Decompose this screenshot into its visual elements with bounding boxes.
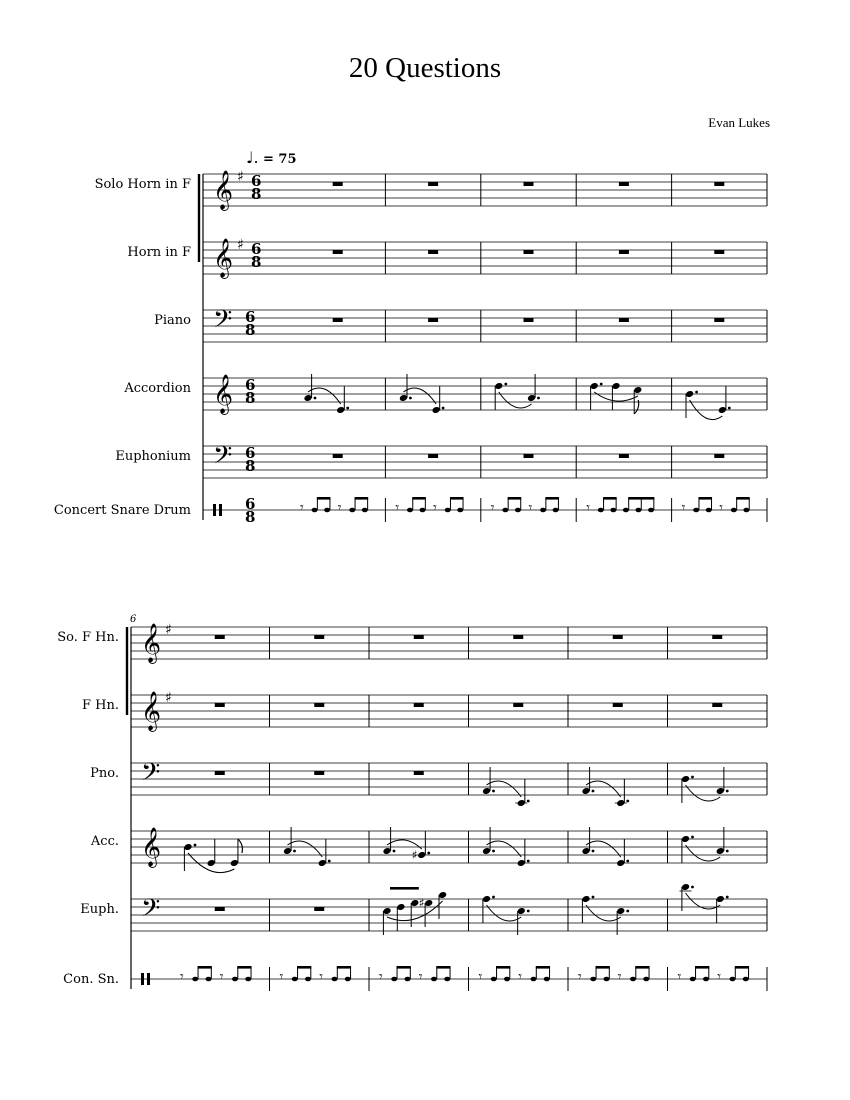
eighth-rest: 𝄾: [528, 500, 533, 516]
whole-rest: [414, 703, 424, 707]
beam: [628, 497, 654, 500]
staff-name-piano: Pno.: [90, 766, 119, 781]
beam: [536, 966, 550, 969]
eighth-rest: 𝄾: [681, 500, 686, 516]
whole-rest: [428, 250, 438, 254]
whole-rest: [414, 635, 424, 639]
snare-note: [192, 977, 198, 982]
staff-solo-horn: [203, 174, 767, 206]
snare-note: [610, 508, 616, 513]
snare-note: [349, 508, 355, 513]
dot: [314, 397, 317, 400]
eighth-rest: 𝄾: [433, 500, 437, 516]
eighth-rest: 𝄾: [617, 969, 622, 985]
staff-name-solo-horn: So. F Hn.: [57, 630, 119, 645]
snare-note: [420, 508, 426, 513]
eighth-rest: 𝄾: [319, 969, 323, 985]
whole-rest: [428, 454, 438, 458]
eighth-rest: 𝄾: [717, 969, 721, 985]
snare-note: [245, 977, 251, 982]
composer-name: Evan Lukes: [708, 115, 770, 130]
beam: [397, 966, 411, 969]
dot: [592, 850, 595, 853]
staff-snare: [131, 966, 767, 991]
eighth-rest: 𝄾: [418, 969, 423, 985]
eighth-rest: 𝄾: [719, 500, 724, 516]
time-sig-numerator: 6: [245, 444, 256, 462]
whole-rest: [414, 771, 424, 775]
dot: [726, 850, 729, 853]
beam: [450, 497, 464, 500]
eighth-rest: 𝄾: [518, 969, 522, 985]
eighth-rest: 𝄾: [337, 500, 342, 516]
snare-note: [531, 977, 537, 982]
time-sig-denominator: 8: [245, 321, 256, 339]
staff-name-snare: Con. Sn.: [63, 972, 119, 987]
dot: [691, 776, 694, 779]
staff-name-horn: F Hn.: [82, 698, 119, 713]
whole-rest: [314, 907, 324, 911]
treble-clef-icon: 𝄞: [213, 238, 234, 278]
slur: [686, 845, 721, 861]
time-sig-numerator: 6: [245, 376, 256, 394]
snare-note: [332, 977, 338, 982]
beam: [596, 966, 610, 969]
percussion-clef-icon: [141, 973, 144, 985]
whole-rest: [215, 635, 225, 639]
time-sig-numerator: 6: [251, 172, 262, 190]
staff-accordion: [131, 827, 767, 873]
snare-note: [643, 977, 649, 982]
snare-note: [604, 977, 610, 982]
snare-note: [690, 977, 696, 982]
key-signature-sharp: ♯: [165, 622, 172, 638]
treble-clef-icon: 𝄞: [141, 691, 162, 731]
staff-horn: [131, 695, 767, 727]
eighth-rest: 𝄾: [586, 500, 590, 516]
dot: [328, 860, 331, 863]
staff-piano: [131, 763, 767, 807]
beam: [237, 966, 251, 969]
snare-note: [504, 977, 510, 982]
flag: [238, 839, 243, 853]
dot: [626, 860, 629, 863]
staff-solo-horn: [131, 627, 767, 659]
time-sig-denominator: 8: [245, 389, 256, 407]
snare-note: [391, 977, 397, 982]
beam: [545, 497, 559, 500]
time-sig-denominator: 8: [245, 457, 256, 475]
dot: [492, 790, 495, 793]
whole-rest: [619, 454, 629, 458]
whole-rest: [513, 703, 523, 707]
time-sig-numerator: 6: [245, 308, 256, 326]
whole-rest: [712, 703, 722, 707]
staff-name-solo-horn: Solo Horn in F: [94, 177, 191, 192]
snare-note: [232, 977, 238, 982]
snare-note: [445, 508, 451, 513]
snare-note: [590, 977, 596, 982]
treble-clef-icon: 𝄞: [213, 374, 234, 414]
snare-note: [292, 977, 298, 982]
bass-clef-icon: 𝄢: [141, 894, 161, 929]
snare-note: [312, 508, 318, 513]
snare-note: [540, 508, 546, 513]
whole-rest: [712, 635, 722, 639]
whole-rest: [314, 703, 324, 707]
snare-note: [502, 508, 508, 513]
staff-piano: [203, 310, 767, 342]
snare-note: [730, 977, 736, 982]
staff-accordion: [203, 374, 767, 420]
beam: [508, 497, 522, 500]
dot: [527, 860, 530, 863]
beam: [695, 966, 709, 969]
time-sig-denominator: 8: [251, 185, 262, 203]
time-sig-numerator: 6: [245, 495, 256, 513]
dot: [537, 397, 540, 400]
percussion-clef-icon: [213, 504, 216, 516]
treble-clef-icon: 𝄞: [141, 827, 162, 867]
eighth-rest: 𝄾: [677, 969, 682, 985]
beam: [355, 497, 369, 500]
slur: [686, 785, 721, 801]
eighth-rest: 𝄾: [395, 500, 400, 516]
time-sig-denominator: 8: [245, 508, 256, 526]
staff-name-piano: Piano: [154, 313, 191, 328]
eighth-rest: 𝄾: [219, 969, 224, 985]
snare-note: [457, 508, 463, 513]
snare-note: [693, 508, 699, 513]
snare-note: [362, 508, 368, 513]
beam: [198, 966, 212, 969]
beam: [297, 966, 311, 969]
snare-note: [324, 508, 330, 513]
dot: [442, 407, 445, 410]
dot: [691, 836, 694, 839]
bass-clef-icon: 𝄢: [213, 441, 233, 476]
whole-rest: [714, 318, 724, 322]
eighth-rest: 𝄾: [279, 969, 284, 985]
beam: [635, 966, 649, 969]
dot: [600, 383, 603, 386]
eighth-rest: 𝄾: [478, 969, 483, 985]
key-signature-sharp: ♯: [237, 169, 244, 185]
eighth-rest: 𝄾: [578, 969, 582, 985]
whole-rest: [215, 703, 225, 707]
snare-note: [305, 977, 311, 982]
key-signature-sharp: ♯: [237, 237, 244, 253]
snare-note: [648, 508, 654, 513]
whole-rest: [513, 635, 523, 639]
key-signature-sharp: ♯: [165, 690, 172, 706]
snare-note: [206, 977, 212, 982]
beam: [698, 497, 712, 500]
beam: [436, 966, 450, 969]
dot: [695, 391, 698, 394]
snare-note: [345, 977, 351, 982]
beam: [337, 966, 351, 969]
whole-rest: [524, 318, 534, 322]
bass-clef-icon: 𝄢: [141, 758, 161, 793]
snare-note: [706, 508, 712, 513]
whole-rest: [619, 250, 629, 254]
whole-rest: [333, 182, 343, 186]
beam: [317, 497, 331, 500]
whole-rest: [333, 454, 343, 458]
whole-rest: [714, 182, 724, 186]
whole-rest: [613, 703, 623, 707]
staff-name-accordion: Acc.: [90, 834, 119, 849]
bass-clef-icon: 𝄢: [213, 305, 233, 340]
whole-rest: [215, 907, 225, 911]
dot: [592, 896, 595, 899]
whole-rest: [524, 182, 534, 186]
dot: [527, 800, 530, 803]
treble-clef-icon: 𝄞: [213, 170, 234, 210]
whole-rest: [619, 318, 629, 322]
tempo-marking: = 75: [263, 152, 297, 167]
dot: [346, 407, 349, 410]
dot: [626, 800, 629, 803]
snare-note: [703, 977, 709, 982]
dot: [504, 383, 507, 386]
staff-name-euphonium: Euph.: [80, 902, 119, 917]
whole-rest: [428, 182, 438, 186]
snare-note: [553, 508, 559, 513]
percussion-clef-icon: [147, 973, 150, 985]
whole-rest: [333, 318, 343, 322]
snare-note: [444, 977, 450, 982]
staff-name-accordion: Accordion: [124, 381, 191, 396]
dot: [726, 896, 729, 899]
eighth-rest: 𝄾: [180, 969, 184, 985]
beam: [412, 497, 426, 500]
staff-euphonium: [131, 883, 767, 935]
staff-horn: [203, 242, 767, 274]
snare-note: [407, 508, 413, 513]
snare-note: [743, 977, 749, 982]
slur: [594, 392, 638, 401]
dot: [393, 850, 396, 853]
snare-note: [731, 508, 737, 513]
whole-rest: [215, 771, 225, 775]
staff-name-snare: Concert Snare Drum: [53, 503, 191, 518]
snare-note: [544, 977, 550, 982]
eighth-rest: 𝄾: [490, 500, 495, 516]
dot: [728, 407, 731, 410]
snare-note: [405, 977, 411, 982]
staff-euphonium: [203, 446, 767, 478]
whole-rest: [524, 454, 534, 458]
dot: [427, 852, 430, 855]
beam: [736, 497, 750, 500]
time-sig-denominator: 8: [251, 253, 262, 271]
whole-rest: [428, 318, 438, 322]
whole-rest: [619, 182, 629, 186]
whole-rest: [613, 635, 623, 639]
measure-number: 6: [130, 614, 137, 625]
slur: [586, 905, 621, 921]
beam: [603, 497, 617, 500]
whole-rest: [314, 635, 324, 639]
percussion-clef-icon: [219, 504, 222, 516]
dot: [527, 910, 530, 913]
snare-note: [635, 508, 641, 513]
slur: [487, 905, 522, 921]
whole-rest: [524, 250, 534, 254]
score-title: 20 Questions: [348, 52, 502, 84]
whole-rest: [314, 771, 324, 775]
whole-rest: [714, 454, 724, 458]
snare-note: [623, 508, 629, 513]
staff-name-horn: Horn in F: [127, 245, 191, 260]
snare-note: [598, 508, 604, 513]
beam: [735, 966, 749, 969]
eighth-rest: 𝄾: [379, 969, 383, 985]
snare-note: [431, 977, 437, 982]
whole-rest: [714, 250, 724, 254]
dot: [691, 886, 694, 889]
staff-name-euphonium: Euphonium: [115, 449, 191, 464]
snare-note: [743, 508, 749, 513]
dot: [726, 790, 729, 793]
accidental-sharp: ♯: [418, 896, 425, 910]
accidental-sharp: ♯: [411, 848, 418, 862]
time-sig-numerator: 6: [251, 240, 262, 258]
dot: [592, 790, 595, 793]
dot: [194, 844, 197, 847]
eighth-rest: 𝄾: [300, 500, 304, 516]
dot: [492, 896, 495, 899]
beam: [390, 887, 419, 890]
treble-clef-icon: 𝄞: [141, 623, 162, 663]
snare-note: [515, 508, 521, 513]
dot: [492, 850, 495, 853]
dot: [409, 397, 412, 400]
tempo-note-glyph: ♩.: [246, 148, 259, 167]
beam: [496, 966, 510, 969]
whole-rest: [333, 250, 343, 254]
snare-note: [630, 977, 636, 982]
snare-note: [491, 977, 497, 982]
dot: [293, 850, 296, 853]
dot: [626, 910, 629, 913]
